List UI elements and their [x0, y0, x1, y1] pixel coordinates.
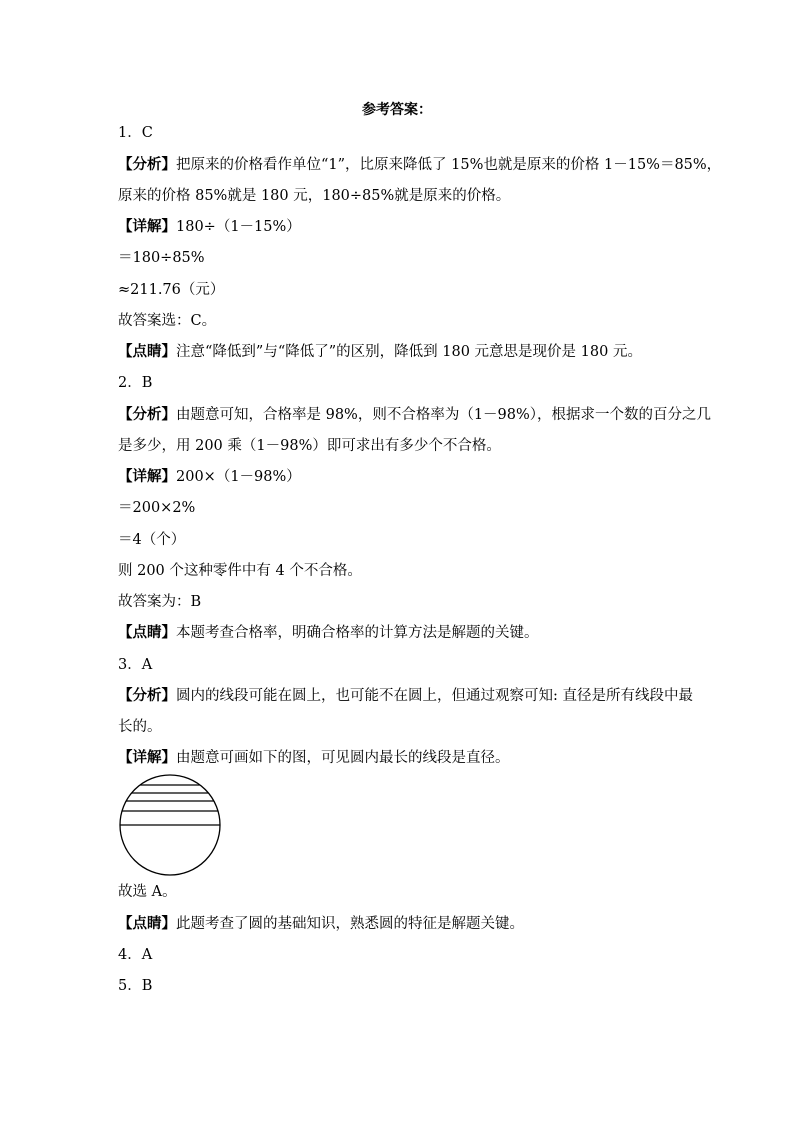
analysis-tag: 【分析】 — [118, 156, 176, 173]
detail-tag: 【详解】 — [118, 468, 176, 485]
q1-remark-text: 注意“降低到”与“降低了”的区别，降低到 180 元意思是现价是 180 元。 — [176, 344, 642, 360]
q1-detail-text-1: 180÷（1－15%） — [176, 219, 301, 235]
analysis-tag: 【分析】 — [118, 687, 176, 704]
q1-detail-line-3: ≈211.76（元） — [118, 282, 225, 298]
remark-tag: 【点睛】 — [118, 343, 176, 360]
remark-tag: 【点睛】 — [118, 915, 176, 932]
q1-analysis-text-1: 把原来的价格看作单位“1”，比原来降低了 15%也就是原来的价格 1－15%＝85%， — [176, 157, 722, 173]
remark-tag: 【点睛】 — [118, 624, 176, 641]
q2-conclusion: 故答案为：B — [118, 594, 202, 610]
detail-tag: 【详解】 — [118, 218, 176, 235]
q3-detail-line-1 — [118, 749, 510, 767]
circle-chords-figure — [118, 773, 222, 877]
q2-remark-text: 本题考查合格率，明确合格率的计算方法是解题的关键。 — [176, 625, 539, 641]
q1-detail-line-1 — [118, 218, 301, 236]
q1-conclusion: 故答案选：C。 — [118, 313, 217, 329]
q2-analysis-line-2: 是多少，用 200 乘（1－98%）即可求出有多少个不合格。 — [118, 438, 501, 454]
q3-conclusion: 故选 A。 — [118, 884, 177, 900]
detail-tag: 【详解】 — [118, 749, 176, 766]
q1-analysis-line-1 — [118, 156, 721, 174]
answer-2: 2．B — [118, 375, 153, 391]
q3-detail-text-1: 由题意可画如下的图，可见圆内最长的线段是直径。 — [176, 750, 510, 766]
q3-remark-text: 此题考查了圆的基础知识，熟悉圆的特征是解题关键。 — [176, 916, 524, 932]
q3-remark — [118, 915, 524, 933]
q2-detail-line-2: ＝200×2% — [118, 500, 196, 516]
page-title: 参考答案： — [362, 102, 432, 118]
q2-analysis-line-1 — [118, 406, 711, 424]
q2-detail-text-1: 200×（1－98%） — [176, 469, 301, 485]
answer-5: 5．B — [118, 978, 153, 994]
answer-1: 1．C — [118, 125, 153, 141]
q2-detail-line-1 — [118, 468, 301, 486]
q2-remark — [118, 624, 539, 642]
analysis-tag: 【分析】 — [118, 406, 176, 423]
q2-analysis-text-1: 由题意可知，合格率是 98%，则不合格率为（1－98%），根据求一个数的百分之几 — [176, 407, 712, 423]
q2-detail-line-4: 则 200 个这种零件中有 4 个不合格。 — [118, 563, 362, 579]
q1-detail-line-2: ＝180÷85% — [118, 250, 205, 266]
q2-detail-line-3: ＝4（个） — [118, 532, 186, 548]
answer-3: 3．A — [118, 657, 153, 673]
q3-analysis-line-2: 长的。 — [118, 719, 162, 735]
answer-4: 4．A — [118, 947, 153, 963]
q3-analysis-line-1 — [118, 687, 693, 705]
q1-remark — [118, 343, 642, 361]
q3-analysis-text-1: 圆内的线段可能在圆上，也可能不在圆上，但通过观察可知: 直径是所有线段中最 — [176, 688, 693, 704]
q1-analysis-line-2: 原来的价格 85%就是 180 元，180÷85%就是原来的价格。 — [118, 188, 511, 204]
